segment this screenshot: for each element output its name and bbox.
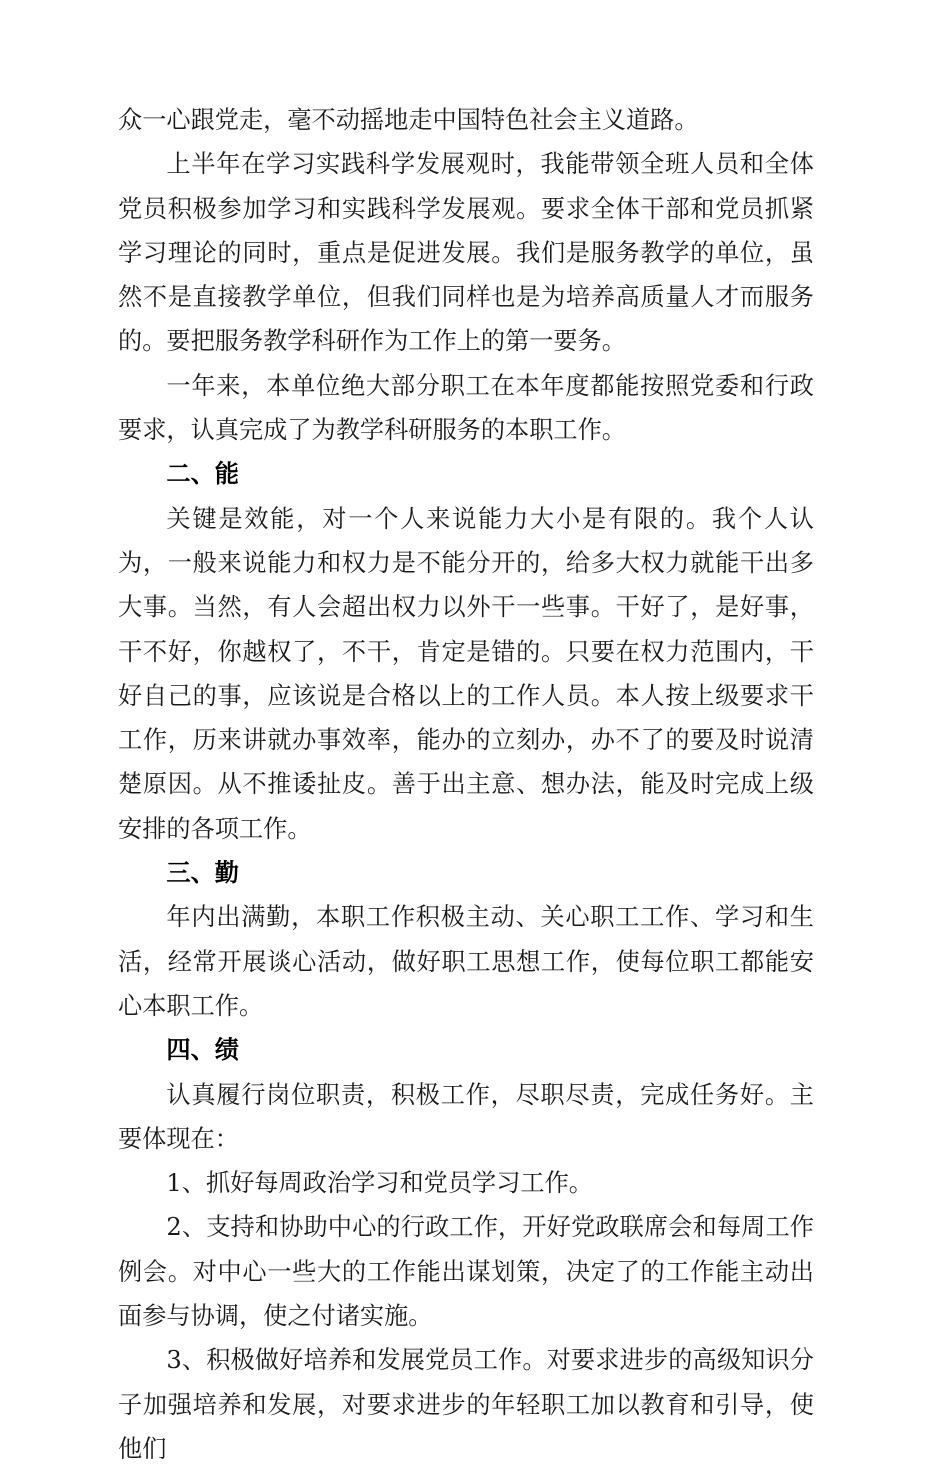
section-heading: 四、绩 [166, 1035, 239, 1065]
paragraph: 1、抓好每周政治学习和党员学习工作。 [166, 1169, 593, 1198]
paragraph: 3、积极做好培养和发展党员工作。对要求进步的高级知识分子加强培养和发展，对要求进步的年轻职工加以教育和引导，使他们 [118, 1346, 814, 1463]
section-heading: 二、能 [166, 459, 239, 489]
paragraph: 2、支持和协助中心的行政工作，开好党政联席会和每周工作例会。对中心一些大的工作能出谋划策，决定了的工作能主动出面参与协调，使之付诸实施。 [118, 1213, 814, 1331]
paragraph: 年内出满勤，本职工作积极主动、关心职工工作、学习和生活，经常开展谈心活动，做好职工思想工作，使每位职工都能安心本职工作。 [118, 903, 814, 1020]
paragraph: 认真履行岗位职责，积极工作，尽职尽责，完成任务好。主要体现在： [118, 1080, 814, 1153]
paragraph: 一年来，本单位绝大部分职工在本年度都能按照党委和行政要求，认真完成了为教学科研服务的本职工作。 [118, 371, 814, 445]
section-heading: 三、勤 [166, 858, 239, 888]
paragraph: 关键是效能，对一个人来说能力大小是有限的。我个人认为，一般来说能力和权力是不能分开的，给多大权力就能干出多大事。当然，有人会超出权力以外干一些事。干好了，是好事，干不好，你越权了，不干，肯定是错的。只要在权力范围内，干好自己的事，应该说是合格以上的工作人员。本人按上级要求干工作，历来讲就办事效率，能办的立刻办，办不了的要及时说清楚原因。从不推诿扯皮。善于出主意、想办法，能及时完成上级安排的各项工作。 [118, 504, 814, 843]
document-text-body [118, 98, 814, 1471]
paragraph: 上半年在学习实践科学发展观时，我能带领全班人员和全体党员积极参加学习和实践科学发展观。要求全体干部和党员抓紧学习理论的同时，重点是促进发展。我们是服务教学的单位，虽然不是直接教学单位，但我们同样也是为培养高质量人才而服务的。要把服务教学科研作为工作上的第一要务。 [118, 150, 814, 356]
paragraph-continued: 众一心跟党走，毫不动摇地走中国特色社会主义道路。 [118, 106, 699, 134]
